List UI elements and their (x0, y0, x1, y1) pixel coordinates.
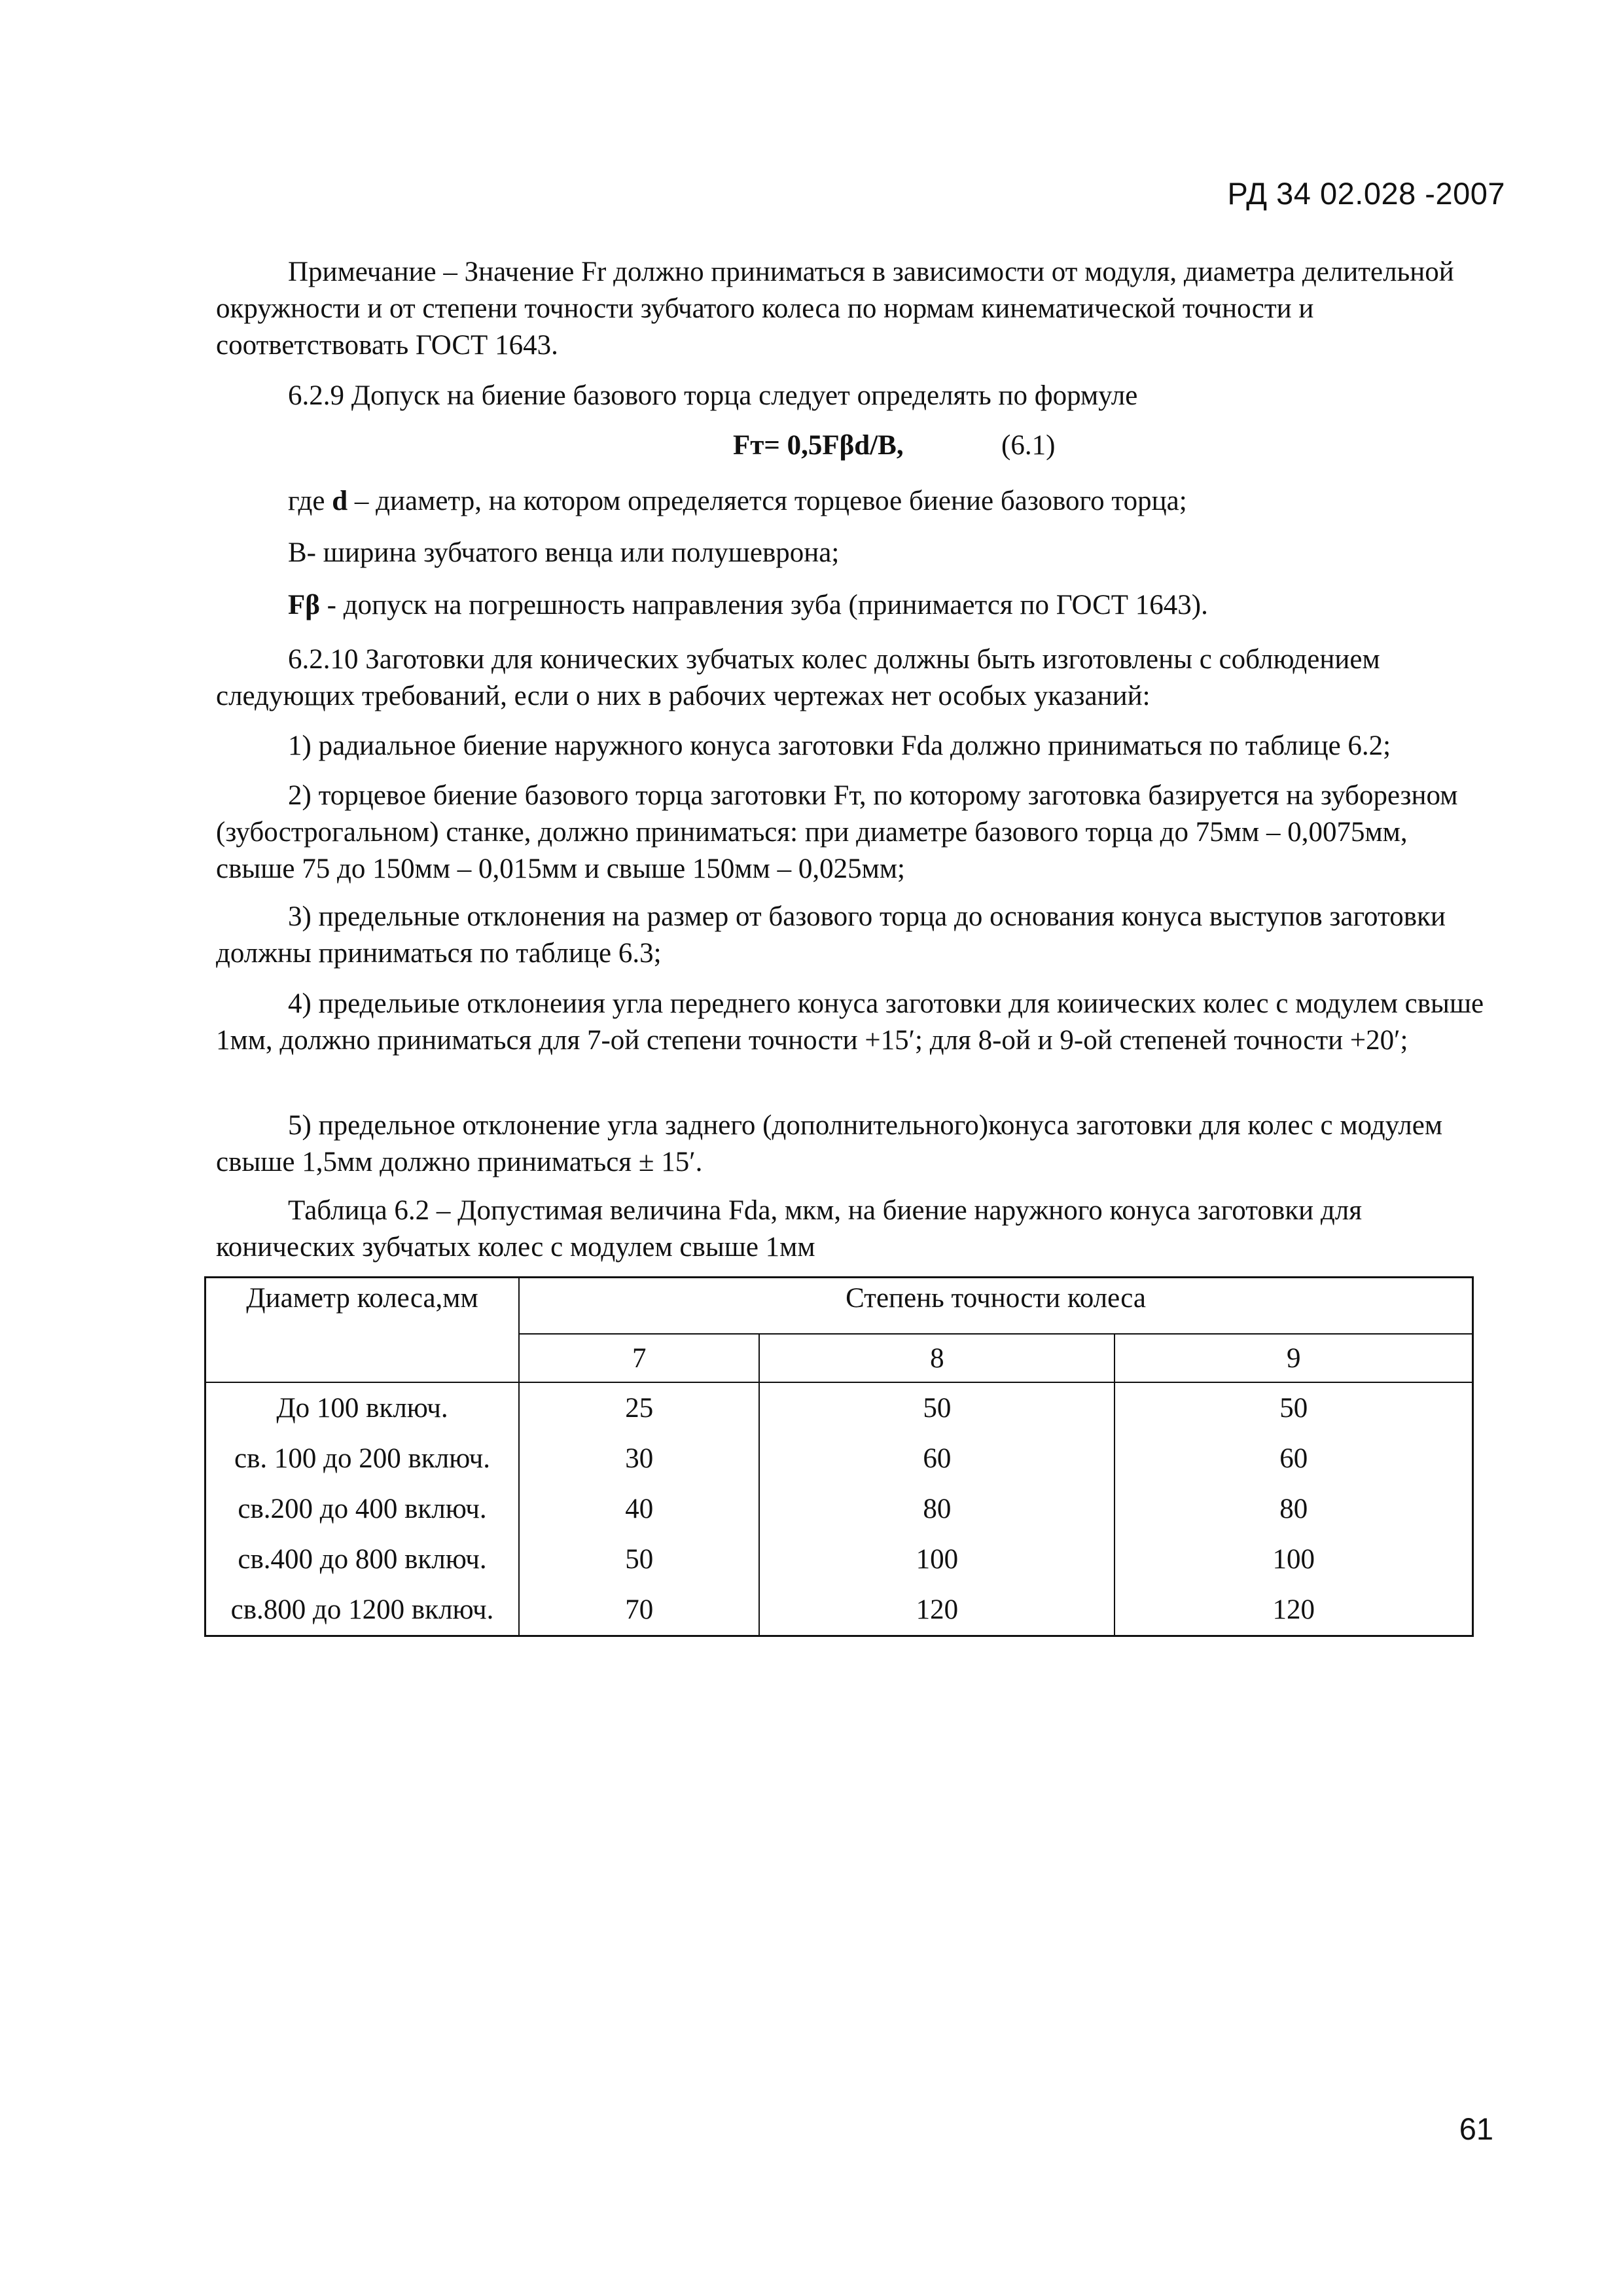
row-label: До 100 включ. (205, 1382, 520, 1433)
cell-value: 60 (759, 1433, 1115, 1484)
cell-value: 50 (519, 1534, 759, 1585)
col-header-accuracy-grade: Степень точности колеса (519, 1278, 1473, 1335)
cell-value: 70 (519, 1585, 759, 1636)
requirement-item-5: 5) предельное отклонение угла заднего (дополнительного)конуса заготовки для колес с модулем свыше 1,5мм должно приниматься ± 15′. (216, 1110, 1443, 1177)
cell-value: 30 (519, 1433, 759, 1484)
col-header-diameter: Диаметр колеса,мм (205, 1278, 520, 1383)
requirement-item-3: 3) предельные отклонения на размер от базового торца до основания конуса выступов заготовки должны приниматься по таблице 6.3; (216, 901, 1446, 969)
grade-header-9: 9 (1115, 1334, 1472, 1382)
document-code: РД 34 02.028 -2007 (1227, 176, 1505, 211)
table-row (205, 1382, 1473, 1433)
cell-value: 80 (1279, 1494, 1308, 1524)
table-row (205, 1484, 1473, 1534)
requirement-item-1: 1) радиальное биение наружного конуса заготовки Fda должно приниматься по таблице 6.2; (288, 730, 1391, 761)
f-beta-symbol: Fβ (288, 590, 320, 620)
table-row (205, 1534, 1473, 1585)
table-row (205, 1433, 1473, 1484)
note-paragraph: Примечание – Значение Fr должно приниматься в зависимости от модуля, диаметра делительной окружности и от степени точности зубчатого колеса по нормам кинематической точности и соответствовать ГОСТ 1643. (216, 257, 1454, 361)
row-label: св. 100 до 200 включ. (205, 1433, 520, 1484)
cell-value: 80 (759, 1484, 1115, 1534)
table-6-2 (204, 1276, 1474, 1637)
d-symbol: d (332, 486, 348, 516)
requirement-item-4: 4) предельиые отклонеиия угла переднего конуса заготовки для коиических колес с модулем свыше 1мм, должно приниматься для 7-ой степени точности +15′; для 8-ой и 9-ой степеней точности +20′; (216, 988, 1484, 1056)
where-f-line (288, 587, 1208, 624)
section-6-2-9-text: 6.2.9 Допуск на биение базового торца следует определять по формуле (288, 380, 1138, 411)
cell-value: 60 (1279, 1443, 1308, 1474)
page-number: 61 (1459, 2111, 1493, 2146)
requirement-item-2: 2) торцевое биение базового торца заготовки Fт, по которому заготовка базируется на зуборезном (зубострогальном) станке, должно приниматься: при диаметре базового торца до 75мм – 0,0075мм, свыше 75 до 150мм – 0,015мм и свыше 150мм – 0,025мм; (216, 780, 1458, 884)
where-b-line: B- ширина зубчатого венца или полушеврона; (288, 537, 840, 568)
cell-value: 120 (1272, 1594, 1315, 1625)
row-label: св.800 до 1200 включ. (205, 1585, 520, 1636)
cell-value: 40 (519, 1484, 759, 1534)
grade-header-7: 7 (519, 1334, 759, 1382)
table-row (205, 1585, 1473, 1636)
where-d-text: – диаметр, на котором определяется торцевое биение базового торца; (348, 486, 1187, 516)
cell-value: 120 (759, 1585, 1115, 1636)
cell-value: 100 (1272, 1544, 1315, 1575)
row-label: св.200 до 400 включ. (205, 1484, 520, 1534)
cell-value: 25 (519, 1382, 759, 1433)
cell-value: 50 (759, 1382, 1115, 1433)
section-6-2-10-intro: 6.2.10 Заготовки для конических зубчатых колес должны быть изготовлены с соблюдением следующих требований, если о них в рабочих чертежах нет особых указаний: (216, 644, 1380, 711)
grade-header-8: 8 (759, 1334, 1115, 1382)
row-label: св.400 до 800 включ. (205, 1534, 520, 1585)
formula-6-1: Fт= 0,5Fβd/B, (733, 430, 904, 461)
cell-value: 50 (1279, 1393, 1308, 1424)
table-caption: Таблица 6.2 – Допустимая величина Fda, мкм, на биение наружного конуса заготовки для конических зубчатых колес с модулем свыше 1мм (216, 1195, 1363, 1263)
where-f-text: - допуск на погрешность направления зуба (принимается по ГОСТ 1643). (319, 590, 1208, 620)
where-prefix: где (288, 486, 332, 516)
where-d-line (288, 483, 1187, 520)
cell-value: 100 (759, 1534, 1115, 1585)
formula-number: (6.1) (1001, 430, 1056, 461)
